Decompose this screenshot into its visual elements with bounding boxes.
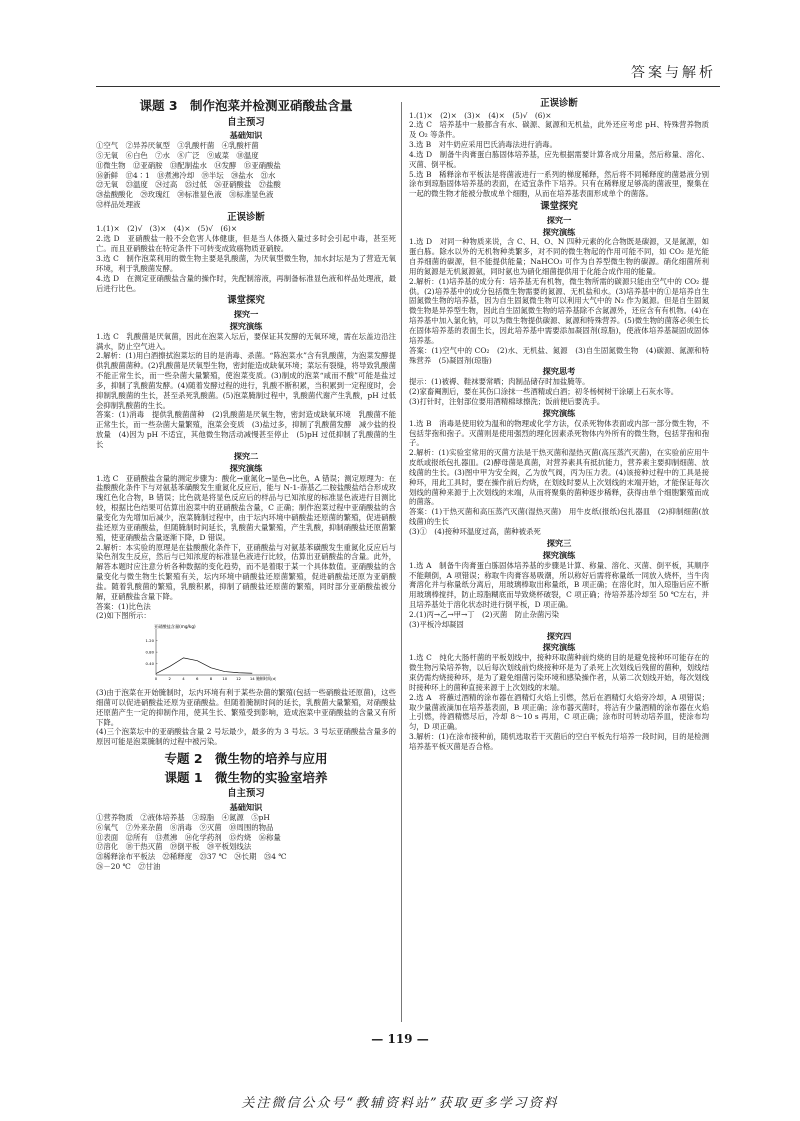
- subsection-heading: 探究一: [546, 214, 572, 225]
- text-line: (2)如下图所示：: [96, 611, 151, 621]
- lesson-title: 课题 1 微生物的实验室培养: [164, 769, 328, 785]
- subsection-heading: 探究演练: [542, 549, 576, 560]
- x-tick-label: 4: [182, 676, 185, 682]
- x-tick-label: 10: [222, 676, 228, 682]
- text-line: (3)平板冷却凝固: [409, 619, 464, 629]
- text-line: 1.选 C 纯化大肠杆菌的平板划线中，接种环取菌种前灼烧的目的是避免接种环可能存在的微生物污染培养物，以后每次划线前灼烧接种环是为了杀死上次划线后残留的菌种，划线结束仍需灼烧接种环，是为了避免细菌污染环境和感染操作者，从第二次划线开始，每次划线时接种环上的菌种直接来源于上次划线的末端。: [409, 653, 709, 692]
- text-line: 2.选 A 将蘸过酒精的涂布器在酒精灯火焰上引燃，然后在酒精灯火焰旁冷却，A 项错误；取少量菌液滴加在培养基表面，B 项正确；涂布器灭菌时，将沾有少量酒精的涂布器在火焰上引燃，待酒精燃尽后，冷却 8～10 s 再用，C 项正确；涂布时可转动培养皿，使涂布均匀，D 项正确。: [409, 692, 709, 732]
- section-heading: 课堂探究: [540, 201, 578, 213]
- x-tick-label: 6: [196, 676, 199, 682]
- text-line: ㉘盐酸酸化 ㉙玫瑰红 ㉚标准显色液 ㉛标准显色液: [96, 190, 274, 200]
- section-heading: 课堂探究: [227, 295, 265, 307]
- subsection-heading: 探究三: [546, 537, 572, 548]
- answer-page: [96, 96, 720, 1026]
- diagnosis-list: [96, 224, 396, 293]
- basics-list: [96, 813, 396, 872]
- text-line: ㉑稀释涂布平板法 ㉒稀释度 ㉓37 ℃ ㉔长期 ㉕4 ℃: [96, 852, 287, 862]
- header-rule: [96, 86, 720, 87]
- subsection-heading: 探究演练: [229, 462, 263, 473]
- text-line: ⑪表面 ⑫所有 ⑬煮沸 ⑭化学药剂 ⑮灼烧 ⑯称量: [96, 832, 281, 842]
- page-header: 答案与解析: [631, 65, 716, 81]
- text-line: (3)由于泡菜在开始腌制时，坛内环境有利于某些杂菌的繁殖(包括一些硝酸盐还原菌)，这些细菌可以促进硝酸盐还原为亚硝酸盐。但随着腌制时间的延长，乳酸菌大量繁殖，对硝酸盐还原菌产生一定的抑制作用，使其生长、繁殖受到影响，造成泡菜中亚硝酸盐的含量又有所下降。: [96, 688, 396, 727]
- text-line: 答案：(1)比色法: [96, 601, 151, 611]
- x-tick-label: 8: [209, 676, 213, 682]
- subsection-heading: 基础知识: [229, 801, 263, 812]
- text-line: 3.选 B 对牛奶应采用巴氏消毒法进行消毒。: [409, 140, 557, 150]
- text-line: 2.解析：(1)培养基的成分有：培养基无有机物，微生物所需的碳源只能由空气中的 CO₂ 提供。(2)培养基中的成分包括微生物需要的氮源、无机盐和水。(3)培养基中的①是培养自生固氮微生物的培养基，因为自生固氮微生物可以利用大气中的 N₂ 作为氮源。但是自生固氮微生物是异养型生物，因此自生固氮微生物的培养基除不含氮源外，还应含有有机物。(4)在培养基中加入氯化钠，可以为微生物提供碳源、氮源和特殊营养。(5)微生物的菌落必须生长在固体培养基的表面生长，因此培养基中需要添加凝固剂(琼脂)，使液体培养基凝固成固体培养基。: [409, 276, 709, 345]
- left-column: [96, 96, 396, 1026]
- text-line: ㉜样品处理液: [96, 200, 141, 210]
- subsection-heading: 探究演练: [229, 320, 263, 331]
- subsection-heading: 基础知识: [229, 130, 263, 141]
- x-tick-label: 12: [236, 676, 241, 682]
- text-line: ①营养物质 ②液体培养基 ③琼脂 ④氮源 ⑤pH: [96, 812, 270, 822]
- column-divider: [401, 102, 402, 1022]
- text-line: (3)打针时，注射部位要用酒精棉球擦洗；饭前便后要洗手。: [409, 396, 605, 406]
- text-line: ⑰溶化 ⑱干热灭菌 ⑲倒平板 ⑳平板划线法: [96, 842, 252, 852]
- text-line: 1.选 B 消毒是使用较为温和的物理或化学方法，仅杀死物体表面或内部一部分微生物，不包括芽孢和孢子。灭菌则是使用强烈的理化因素杀死物体内外所有的微生物，包括芽孢和孢子。: [409, 418, 709, 448]
- text-line: 1.选 C 乳酸菌是厌氧菌，因此在泡菜入坛后，要保证其发酵的无氧环境，需在坛盖边沿注满水，防止空气进入。: [96, 331, 396, 351]
- text-line: ㉖－20 ℃ ㉗甘油: [96, 862, 161, 872]
- y-tick-label: 0.40: [145, 661, 154, 667]
- diagnosis-list: [409, 111, 709, 200]
- text-line: 3.解析：(1)在涂布接种前，随机选取若干灭菌后的空白平板先行培养一段时间，目的是检测培养基平板灭菌是否合格。: [409, 732, 709, 751]
- text-line: (3)① (4)接种环温度过高，菌种被杀死: [409, 527, 541, 536]
- subsection-heading: 探究一: [233, 308, 259, 319]
- right-column: [409, 96, 709, 1026]
- text-line: (2)家畜阉割后，要在其伤口涂抹一些酒精或白酒；初冬杨树树干涂刷上石灰水等。: [409, 387, 679, 397]
- text-line: 答案：(1)干热灭菌和高压蒸汽灭菌(湿热灭菌) 用牛皮纸(报纸)包扎器皿 (2)抑制细菌(放线菌)的生长: [409, 507, 709, 527]
- explore-list: [409, 237, 709, 365]
- subsection-heading: 探究四: [546, 630, 572, 641]
- nitrite-series-line: [156, 658, 252, 674]
- footer-note: 关注微信公众号“教辅资料站”获取更多学习资料: [241, 1096, 559, 1111]
- explore-list: [409, 653, 709, 751]
- section-heading: 自主预习: [227, 116, 265, 128]
- subsection-heading: 探究演练: [542, 226, 576, 237]
- text-line: 提示：(1)被褥、鞋袜要常晒；肉制品储存时加盐腌等。: [409, 377, 590, 387]
- text-line: 1.选 A 制备牛肉膏蛋白胨固体培养基的步骤是计算、称量、溶化、灭菌、倒平板，其顺序不能颠倒，A 项错误；称取牛肉膏容易吸潮，所以称好后需将称量纸一同放入烧杯，当牛肉膏溶化并与称量纸分离后，用玻璃棒取出称量纸，B 项正确；在溶化时，加入琼脂后应不断用玻璃棒搅拌，防止琼脂糊底而导致烧杯破裂，C 项正确；待培养基冷却至 50 ℃左右，并且培养基处于溶化状态时进行倒平板，D 项正确。: [409, 560, 709, 610]
- text-line: ⑯新鲜 ⑰4∶1 ⑱煮沸冷却 ⑲半坛 ⑳盐水 ㉑水: [96, 170, 276, 180]
- text-line: 答案：(1)空气中的 CO₂ (2)水、无机盐、氮源 (3)自生固氮微生物 (4)碳源、氮源和特殊营养 (5)凝固剂(琼脂): [409, 345, 709, 365]
- explore-list: [96, 474, 396, 622]
- explore-list: [96, 688, 396, 747]
- explore-list: [96, 332, 396, 450]
- explore-list: [409, 561, 709, 630]
- text-line: 2.解析：本实验的原理是在盐酸酸化条件下，亚硝酸盐与对氨基苯磺酸发生重氮化反应后与染色剂发生反应，然后与已知浓度的标准显色液进行比较，估算出亚硝酸盐的含量。此外，解答本题时应注意分析各种数据的变化趋势，而不是着眼于某一个具体数值。亚硝酸盐的含量变化与微生物生长繁殖有关，坛内环境中硝酸盐还原菌繁殖，促进硝酸盐还原为亚硝酸盐。随着乳酸菌的繁殖，乳酸积累，抑制了硝酸盐还原菌的繁殖，同时部分亚硝酸盐被分解，亚硝酸盐含量下降。: [96, 542, 396, 601]
- text-line: 1.(1)× (2)× (3)× (4)× (5)√ (6)×: [409, 110, 552, 120]
- section-heading: 正误诊断: [227, 211, 265, 223]
- text-line: ⑤无氧 ⑥白色 ⑦水 ⑧广泛 ⑨咸菜 ⑩温度: [96, 150, 259, 160]
- section-heading: 自主预习: [227, 788, 265, 800]
- page-number: — 119 —: [371, 1032, 429, 1046]
- text-line: ①空气 ②异养厌氧型 ③乳酸杆菌 ④乳酸杆菌: [96, 141, 259, 151]
- y-tick-label: 0.80: [145, 649, 154, 655]
- topic-title: 专题 2 微生物的培养与应用: [164, 751, 328, 767]
- text-line: ⑪微生物 ⑫亚硝胺 ⑬配制盐水 ⑭发酵 ⑮亚硝酸盐: [96, 160, 281, 170]
- subsection-heading: 探究演练: [542, 642, 576, 653]
- subsection-heading: 探究二: [233, 450, 259, 461]
- text-line: ㉒无氧 ㉓温度 ㉔过高 ㉕过低 ㉖亚硝酸盐 ㉗盐酸: [96, 180, 281, 190]
- text-line: 1.选 D 对同一种物质来说，含 C、H、O、N 四种元素的化合物既是碳源，又是氮源，如蛋白胨。除水以外的无机物种类繁多，对不同的微生物起的作用可能不同，如 CO₂ 是光能自养细菌的碳源，但不能提供能量；NaHCO₃ 可作为自养型微生物的碳源。硝化细菌所利用的氮源是无机氮源氨，同时氨也为硝化细菌提供用于化能合成作用的能量。: [409, 237, 709, 276]
- text-line: 1.选 C 亚硝酸盐含量的测定步骤为：酸化→重氮化→显色→比色，A 错误；测定原理为：在盐酸酸化条件下与对氨基苯磺酸发生重氮化反应后，能与 N-1-萘基乙二胺盐酸盐结合形成玫瑰红色化合物，B 错误；比色就是将显色反应后的样品与已知浓度的标准显色液进行目测比较，根据比色结果可估算出泡菜中的亚硝酸盐含量，C 正确；制作泡菜过程中亚硝酸盐的含量变化为先增加后减少，泡菜腌制过程中，由于坛内环境中硝酸盐还原菌的繁殖，促进硝酸盐还原为亚硝酸盐，但随腌制时间延长，乳酸菌大量繁殖，产生乳酸，抑制硝酸盐还原菌繁殖，使亚硝酸盐含量逐渐下降，D 错误。: [96, 473, 396, 542]
- lesson-title: 课题 3 制作泡菜并检测亚硝酸盐含量: [139, 98, 353, 113]
- thinking-list: [409, 377, 709, 407]
- text-line: 2.选 D 亚硝酸盐一般不会危害人体健康，但是当人体摄入量过多时会引起中毒，甚至死亡。而且亚硝酸盐在特定条件下可转变成致癌物质亚硝胺。: [96, 234, 396, 254]
- chart-title: 亚硝酸盐含量(mg/kg): [154, 624, 196, 630]
- section-heading: 正误诊断: [540, 98, 578, 109]
- x-axis-label: 腌制时间(d): [256, 676, 276, 682]
- text-line: 3.选 C 制作泡菜利用的微生物主要是乳酸菌，为厌氧型微生物，加水封坛是为了营造无氧环境，利于乳酸菌发酵。: [96, 253, 396, 273]
- basics-list: [96, 141, 396, 210]
- subsection-heading: 探究思考: [542, 366, 576, 377]
- nitrite-chart: [126, 623, 276, 683]
- text-line: 2.(1)丙→乙→甲→丁 (2)灭菌 防止杂菌污染: [409, 609, 560, 619]
- text-line: 5.选 B 稀释涂布平板法是将菌液进行一系列的梯度稀释，然后将不同稀释度的菌悬液分别涂布到琼脂固体培养基的表面，在适宜条件下培养。只有在稀释度足够高的菌液里，聚集在一起的微生物才能被分散成单个细胞，从而在培养基表面形成单个的菌落。: [409, 169, 709, 199]
- text-line: 4.选 D 在测定亚硝酸盐含量的操作时，先配制溶液，再制备标准显色液和样品处理液，最后进行比色。: [96, 273, 396, 293]
- x-tick-label: 14: [249, 676, 255, 682]
- text-line: 4.选 D 制备牛肉膏蛋白胨固体培养基，应先根据需要计算各成分用量，然后称量、溶化、灭菌、倒平板。: [409, 149, 709, 169]
- text-line: 2.选 C 培养基中一般都含有水、碳源、氮源和无机盐，此外还应考虑 pH、特殊营养物质及 O₂ 等条件。: [409, 120, 709, 140]
- text-line: 答案：(1)消毒 提供乳酸菌菌种 (2)乳酸菌是厌氧生物，密封造成缺氧环境 乳酸菌不能正常生长，而一些杂菌大量繁殖，泡菜会变质 (3)盐过多，抑制了乳酸菌发酵 减少盐的投放量 (4)因为 pH 不适宜，其他微生物活动减慢甚至停止 (5)pH 过低抑制了乳酸菌的生长: [96, 410, 396, 449]
- x-tick-label: 2: [168, 676, 171, 682]
- explore-list: [409, 419, 709, 537]
- text-line: 1.(1)× (2)√ (3)× (4)× (5)√ (6)×: [96, 224, 238, 234]
- text-line: 2.解析：(1)用白酒擦拭泡菜坛的目的是消毒、杀菌。“陈泡菜水”含有乳酸菌，为泡菜发酵提供乳酸菌菌种。(2)乳酸菌是厌氧型生物，密封能造成缺氧环境；菜坛有裂缝，将导致乳酸菌不能正常生长，而一些杂菌大量繁殖，使泡菜变质。(3)制成的泡菜“咸而不酸”可能是盐过多，抑制了乳酸菌发酵。(4)随着发酵过程的进行，乳酸不断积累，当积累到一定程度时，会抑制乳酸菌的生长，甚至杀死乳酸菌。(5)泡菜腌制过程中，乳酸菌代谢产生乳酸，pH 过低会抑制乳酸菌的生长。: [96, 351, 396, 410]
- y-tick-label: 1.20: [145, 638, 154, 644]
- x-tick-label: 0: [154, 676, 158, 682]
- subsection-heading: 探究演练: [542, 407, 576, 418]
- text-line: (4)三个泡菜坛中的亚硝酸盐含量 2 号坛最少，最多的为 3 号坛。3 号坛亚硝酸盐含量多的原因可能是泡菜腌制的过程中被污染。: [96, 727, 396, 747]
- text-line: 2.解析：(1)实验室常用的灭菌方法是干热灭菌和湿热灭菌(高压蒸汽灭菌)，在实验前应用牛皮纸或报纸包扎器皿。(2)酵母菌是真菌，对营养素具有抵抗能力，营养素主要抑制细菌、放线菌的生长。(3)图中甲为安全阀，乙为放气阀，丙为压力表。(4)该接种过程中的工具是接种环，用此工具时，要在操作前后灼烧，在划线时要从上次划线的末端开始，才能保证每次划线的菌种来源于上次划线的末端，从而将聚集的菌种逐步稀释，获得由单个细胞繁殖而成的菌落。: [409, 448, 709, 507]
- text-line: ⑥氧气 ⑦外来杂菌 ⑧消毒 ⑨灭菌 ⑩周围的物品: [96, 822, 274, 832]
